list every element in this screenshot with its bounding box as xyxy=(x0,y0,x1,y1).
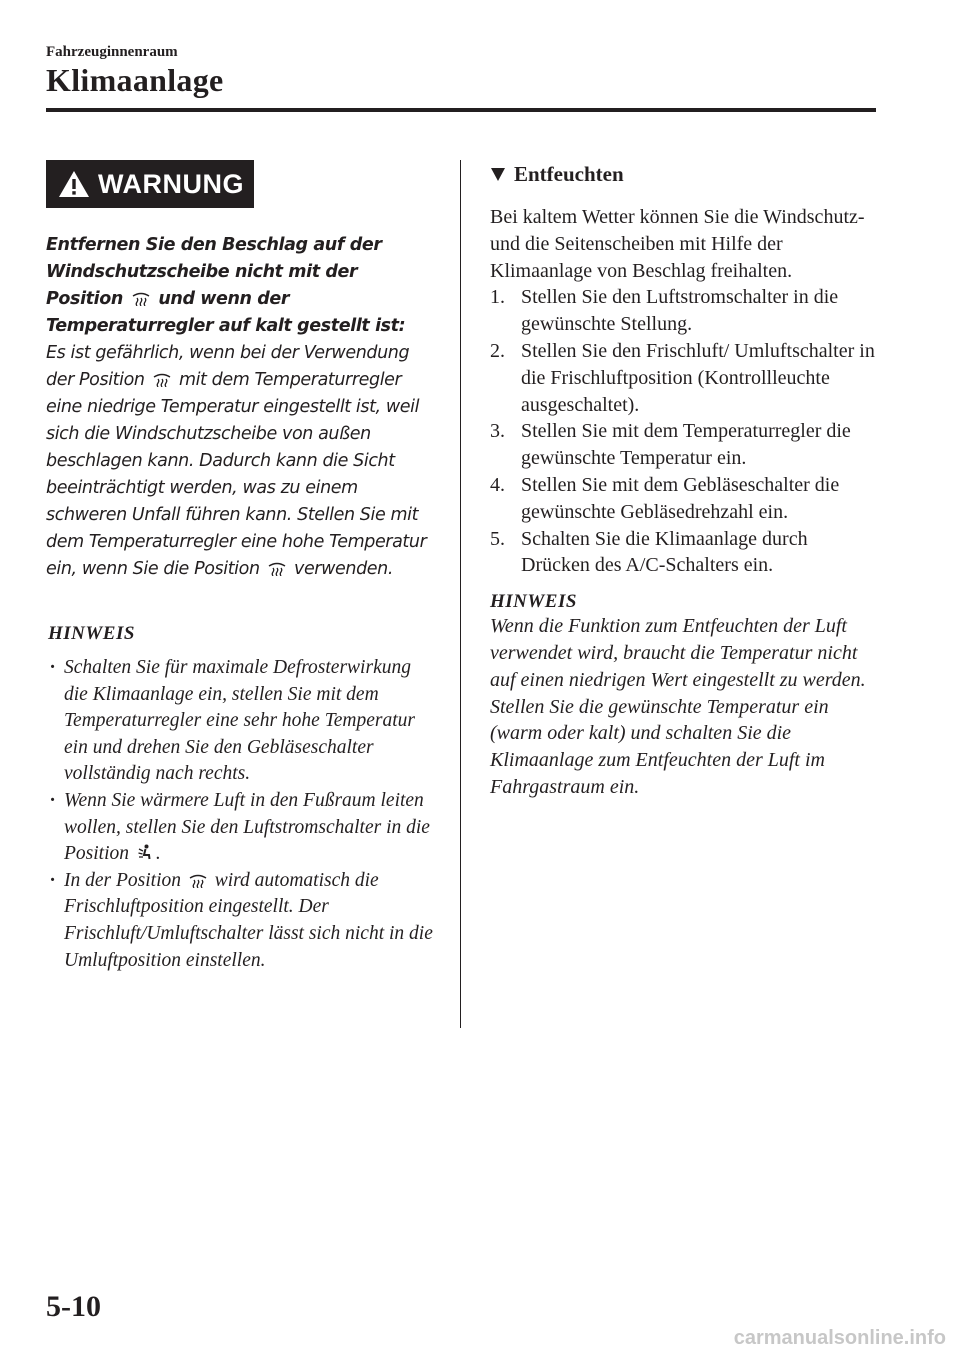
warning-body-text-c: verwenden. xyxy=(293,559,394,579)
list-item xyxy=(490,284,880,338)
warning-body xyxy=(46,340,436,583)
windshield-defrost-icon xyxy=(189,872,207,888)
triangle-down-icon xyxy=(490,167,506,182)
warning-badge xyxy=(46,160,254,208)
bullet-text-b: wird automatisch die Frischluftposition eingestellt. Der Frischluft/Umluftschalter lässt sich nicht in die Umluftposition einstellen. xyxy=(64,869,433,971)
step-number: 5. xyxy=(490,527,505,550)
right-column xyxy=(490,160,880,801)
warning-label: WARNUNG xyxy=(98,168,244,199)
warning-heading-text-b: und wenn der Temperaturregler auf kalt gestellt ist: xyxy=(46,289,406,336)
note-bullets xyxy=(46,655,436,974)
section-label: Fahrzeuginnenraum xyxy=(46,44,178,60)
warning-triangle-icon xyxy=(58,170,90,198)
floor-defrost-icon xyxy=(137,844,153,861)
page-number: 5-10 xyxy=(46,1290,101,1323)
warning-body-text-a: Es ist gefährlich, wenn bei der Verwendung der Position xyxy=(46,343,410,390)
list-item xyxy=(490,338,880,418)
note-body: Wenn die Funktion zum Entfeuchten der Luft verwendet wird, braucht die Temperatur nicht auf einen niedrigen Wert eingestellt zu werden. Stellen Sie die gewünschte Temperatur ein (warm oder kalt) und schalten Sie die Klimaanlage zum Entfeuchten der Luft im Fahrgastraum ein. xyxy=(490,615,866,798)
subsection-heading xyxy=(490,160,880,188)
list-item xyxy=(46,655,436,788)
windshield-defrost-icon xyxy=(268,560,286,576)
bullet-text: Schalten Sie für maximale Defrosterwirkung die Klimaanlage ein, stellen Sie mit dem Temperaturregler eine sehr hohe Temperatur ein und drehen Sie den Gebläseschalter vollständig nach rechts. xyxy=(64,657,415,785)
list-item xyxy=(490,418,880,472)
intro-paragraph: Bei kaltem Wetter können Sie die Windschutz- und die Seitenscheiben mit Hilfe der Klimaanlage von Beschlag freihalten. xyxy=(490,206,865,282)
bullet-text-end: . xyxy=(155,843,161,865)
windshield-defrost-icon xyxy=(132,290,150,306)
windshield-defrost-icon xyxy=(153,371,171,387)
list-item xyxy=(490,472,880,526)
step-text: Stellen Sie den Frischluft/ Umluftschalter in die Frischluftposition (Kontrollleuchte ausgeschaltet). xyxy=(521,339,875,416)
note-title: HINWEIS xyxy=(490,591,577,613)
column-divider xyxy=(460,160,461,1028)
step-text: Stellen Sie mit dem Gebläseschalter die gewünschte Gebläsedrehzahl ein. xyxy=(521,473,840,523)
step-number: 2. xyxy=(490,339,505,362)
warning-body-text-b: mit dem Temperaturregler eine niedrige Temperatur eingestellt ist, weil sich die Windschutzscheibe von außen beschlagen kann. Dadurch kann die Sicht beeinträchtigt werden, was zu einem schweren Unfall führen kann. Stellen Sie mit dem Temperaturregler eine hohe Temperatur ein, wenn Sie die Position xyxy=(46,370,427,579)
step-number: 4. xyxy=(490,473,505,496)
steps-list xyxy=(490,284,880,579)
warning-heading-text-a: Entfernen Sie den Beschlag auf der Windschutzscheibe nicht mit der Position xyxy=(46,235,382,309)
list-item xyxy=(46,788,436,868)
step-text: Schalten Sie die Klimaanlage durch Drücken des A/C-Schalters ein. xyxy=(521,527,808,577)
list-item xyxy=(490,526,880,580)
watermark: carmanualsonline.info xyxy=(733,1327,946,1349)
warning-heading xyxy=(46,232,436,340)
step-text: Stellen Sie den Luftstromschalter in die gewünschte Stellung. xyxy=(521,286,839,336)
list-item xyxy=(46,868,436,974)
step-text: Stellen Sie mit dem Temperaturregler die gewünschte Temperatur ein. xyxy=(521,420,851,470)
page-title: Klimaanlage xyxy=(46,62,224,98)
left-column xyxy=(46,160,436,974)
step-number: 1. xyxy=(490,286,505,309)
step-number: 3. xyxy=(490,420,505,443)
header-rule xyxy=(46,108,876,112)
bullet-text: In der Position xyxy=(64,869,181,891)
bullet-text: Wenn Sie wärmere Luft in den Fußraum leiten wollen, stellen Sie den Luftstromschalter in die Position xyxy=(64,789,430,865)
note-title: HINWEIS xyxy=(48,623,135,644)
subsection-heading-text: Entfeuchten xyxy=(514,162,624,186)
